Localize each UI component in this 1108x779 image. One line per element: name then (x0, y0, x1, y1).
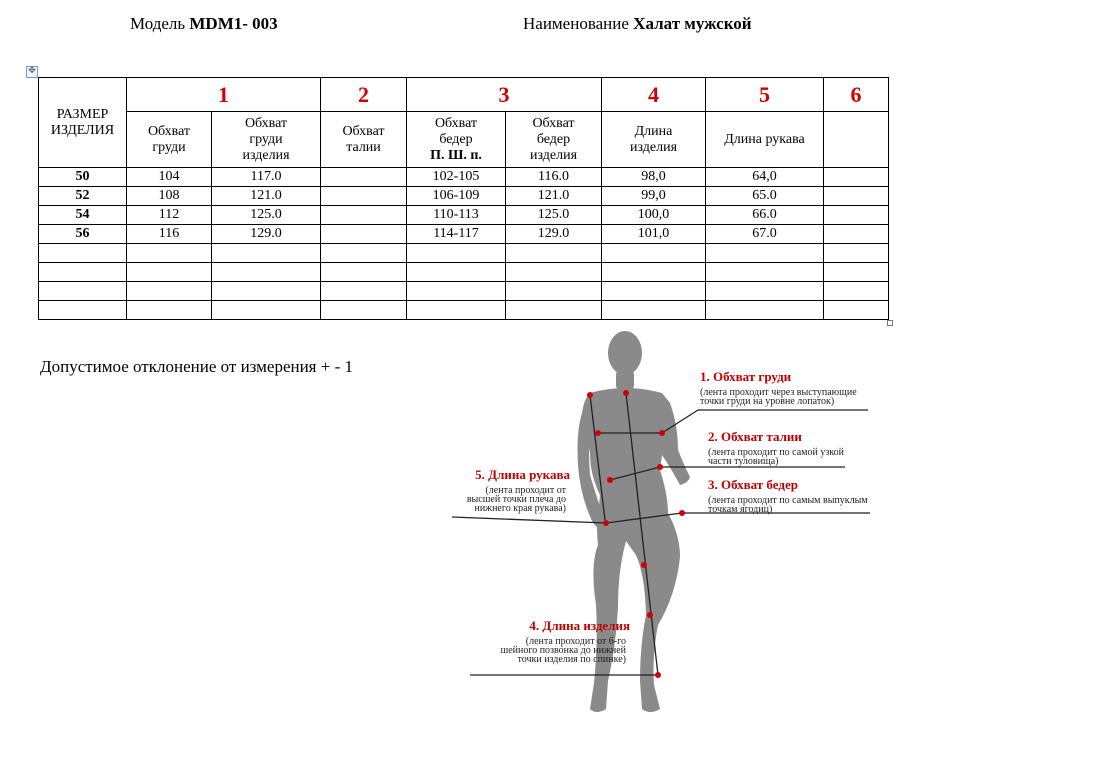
table-cell: 125.0 (506, 206, 602, 225)
table-row (39, 282, 889, 301)
column-header (212, 112, 321, 168)
table-cell: 102-105 (407, 168, 506, 187)
measure-point (587, 392, 593, 398)
column-header (506, 112, 602, 168)
column-header (706, 112, 824, 168)
measure-description: (лента проходит от (485, 485, 566, 496)
table-cell (127, 301, 212, 320)
table-row (39, 206, 889, 225)
measure-description: нижнего края рукава) (474, 503, 566, 514)
column-header-line: изделия (242, 147, 290, 163)
group-number: 6 (824, 78, 889, 112)
measure-description: шейного позвонка до нижней (500, 645, 626, 656)
measure-point (595, 430, 601, 436)
column-header (602, 112, 706, 168)
table-cell (321, 301, 407, 320)
measure-point (607, 477, 613, 483)
table-cell (602, 244, 706, 263)
size-cell (39, 244, 127, 263)
table-cell: 125.0 (212, 206, 321, 225)
group-number: 1 (127, 78, 321, 112)
measure-point (659, 430, 665, 436)
column-header-line: бедер (536, 131, 571, 147)
table-cell (706, 282, 824, 301)
measure-line (452, 517, 606, 523)
table-cell (706, 301, 824, 320)
table-cell: 121.0 (506, 187, 602, 206)
group-number: 2 (321, 78, 407, 112)
size-column-header (39, 78, 127, 168)
table-cell: 129.0 (506, 225, 602, 244)
deviation-note: Допустимое отклонение от измерения + - 1 (40, 357, 353, 376)
table-cell (321, 225, 407, 244)
table-cell (506, 282, 602, 301)
table-cell (127, 263, 212, 282)
table-cell (824, 187, 889, 206)
table-cell: 66.0 (706, 206, 824, 225)
table-cell: 116.0 (506, 168, 602, 187)
column-header-line: груди (249, 131, 283, 147)
table-cell: 114-117 (407, 225, 506, 244)
measure-point (657, 464, 663, 470)
table-cell: 98,0 (602, 168, 706, 187)
column-header-line: изделия (629, 139, 678, 155)
group-number: 4 (602, 78, 706, 112)
column-header (824, 112, 889, 168)
column-header-line: груди (152, 139, 186, 155)
measure-description: точки груди на уровне лопаток) (700, 396, 835, 407)
table-cell (602, 263, 706, 282)
table-cell: 112 (127, 206, 212, 225)
size-cell (39, 301, 127, 320)
size-cell (39, 263, 127, 282)
table-row (39, 187, 889, 206)
table-cell: 64,0 (706, 168, 824, 187)
column-header-line: Обхват (342, 123, 385, 139)
table-cell: 67.0 (706, 225, 824, 244)
table-cell (212, 244, 321, 263)
table-cell (506, 263, 602, 282)
table-cell (321, 187, 407, 206)
table-cell (824, 168, 889, 187)
measure-title: 5. Длина рукава (475, 467, 570, 482)
measure-point (603, 520, 609, 526)
table-cell (407, 244, 506, 263)
size-cell: 54 (39, 206, 127, 225)
size-cell: 56 (39, 225, 127, 244)
table-cell (321, 206, 407, 225)
size-header-line: РАЗМЕР (56, 106, 109, 122)
size-cell: 52 (39, 187, 127, 206)
measure-point (647, 612, 653, 618)
table-cell (407, 263, 506, 282)
measure-point (623, 390, 629, 396)
measure-point (679, 510, 685, 516)
table-cell (602, 282, 706, 301)
column-header (321, 112, 407, 168)
column-header-line: П. Ш. п. (430, 147, 482, 163)
column-header-line: бедер (439, 131, 473, 147)
table-row (39, 244, 889, 263)
column-header-line: изделия (529, 147, 578, 163)
model-header (130, 14, 278, 34)
product-name-label: Наименование (523, 14, 629, 33)
table-cell: 99,0 (602, 187, 706, 206)
table-cell: 121.0 (212, 187, 321, 206)
table-cell (212, 263, 321, 282)
table-cell (706, 263, 824, 282)
measure-description: точкам ягодиц) (708, 504, 773, 515)
measure-description: (лента проходит от 6-го (525, 636, 626, 647)
table-cell: 129.0 (212, 225, 321, 244)
table-cell (824, 263, 889, 282)
table-cell: 108 (127, 187, 212, 206)
table-cell: 101,0 (602, 225, 706, 244)
table-cell: 65.0 (706, 187, 824, 206)
table-cell: 110-113 (407, 206, 506, 225)
column-header-line: Длина рукава (724, 131, 805, 147)
measure-title: 4. Длина изделия (529, 618, 630, 633)
column-header (127, 112, 212, 168)
column-header (407, 112, 506, 168)
table-cell (321, 263, 407, 282)
table-cell (212, 282, 321, 301)
table-row (39, 168, 889, 187)
table-cell (407, 282, 506, 301)
table-cell (824, 206, 889, 225)
table-cell (506, 301, 602, 320)
table-cell (824, 301, 889, 320)
table-cell (824, 244, 889, 263)
table-cell (127, 282, 212, 301)
table-row (39, 225, 889, 244)
table-row (39, 263, 889, 282)
group-number: 5 (706, 78, 824, 112)
column-header-line: Обхват (147, 123, 191, 139)
measure-description: (лента проходит через выступающие (700, 387, 857, 398)
table-cell (321, 244, 407, 263)
measure-description: (лента проходит по самым выпуклым (708, 495, 868, 506)
measure-description: точки изделия по спинке) (517, 654, 626, 665)
table-cell (212, 301, 321, 320)
table-cell (407, 301, 506, 320)
table-cell (602, 301, 706, 320)
group-number: 3 (407, 78, 602, 112)
table-cell (321, 282, 407, 301)
measure-title: 1. Обхват груди (700, 369, 792, 384)
table-cell: 100,0 (602, 206, 706, 225)
measure-title: 3. Обхват бедер (708, 477, 798, 492)
table-cell (127, 244, 212, 263)
size-table (38, 77, 889, 320)
model-label: Модель (130, 14, 186, 33)
table-row (39, 301, 889, 320)
measure-description: части туловища) (708, 456, 779, 467)
measurement-figure (440, 325, 900, 725)
size-header-line: ИЗДЕЛИЯ (50, 122, 115, 138)
measure-title: 2. Обхват талии (708, 429, 802, 444)
table-cell (321, 168, 407, 187)
product-name-header (523, 14, 752, 34)
product-name-value: Халат мужской (633, 14, 752, 33)
size-cell (39, 282, 127, 301)
measure-description: (лента проходит по самой узкой (708, 447, 844, 458)
measure-point (655, 672, 661, 678)
measure-description: высшей точки плеча до (466, 494, 566, 505)
table-move-handle-icon[interactable]: ✥ (26, 66, 38, 78)
table-cell: 117.0 (212, 168, 321, 187)
measure-point (641, 562, 647, 568)
table-cell: 106-109 (407, 187, 506, 206)
column-header-line: Длина (634, 123, 673, 139)
column-header-line: Обхват (244, 115, 288, 131)
size-cell: 50 (39, 168, 127, 187)
column-header-line: талии (346, 139, 381, 155)
column-header-line: Обхват (434, 115, 478, 131)
table-cell: 116 (127, 225, 212, 244)
table-cell (706, 244, 824, 263)
table-cell (824, 225, 889, 244)
column-header-line: Обхват (532, 115, 575, 131)
table-cell (824, 282, 889, 301)
model-value: MDM1- 003 (189, 14, 278, 33)
table-cell: 104 (127, 168, 212, 187)
table-cell (506, 244, 602, 263)
